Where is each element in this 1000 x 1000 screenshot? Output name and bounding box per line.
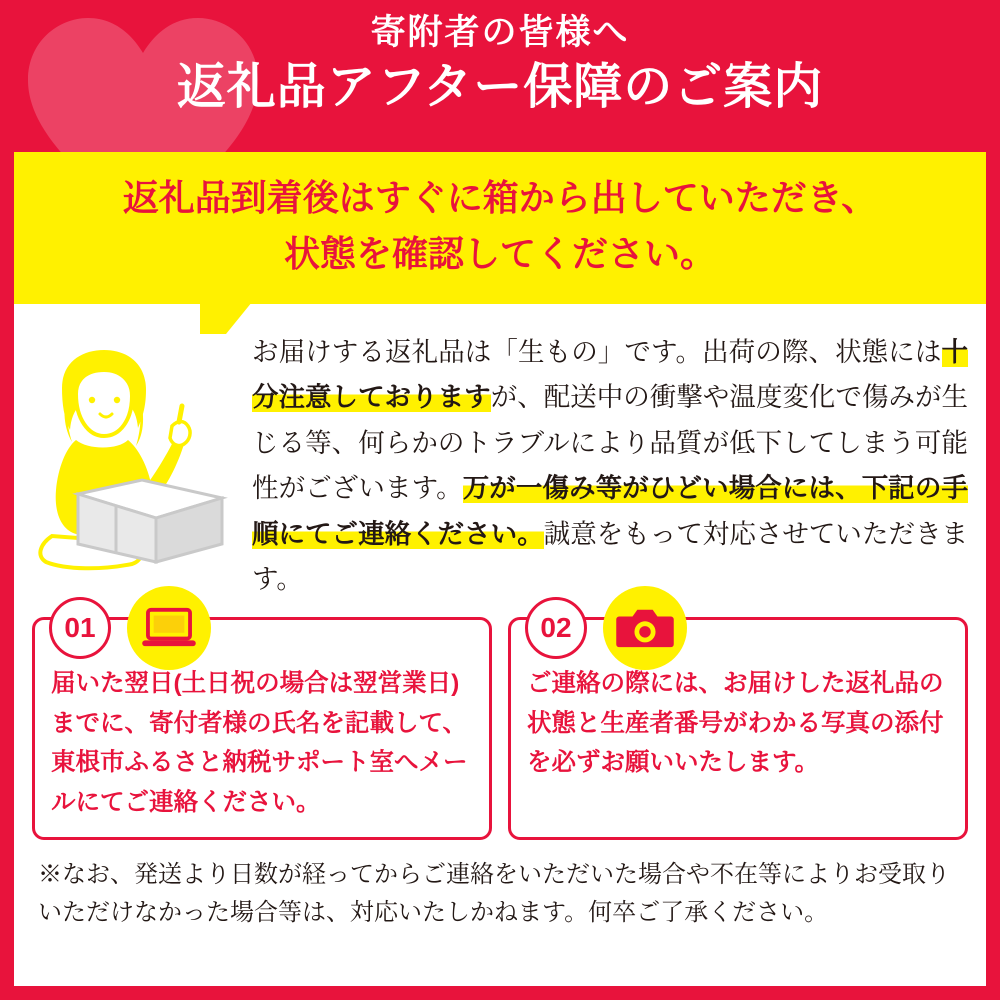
step-card-02 <box>508 612 968 840</box>
body-seg-4-highlight: 万が一傷み等がひどい場合には、下記の手順にてご連絡ください。 <box>252 473 968 549</box>
illustration-area <box>32 330 246 603</box>
header <box>0 0 1000 152</box>
step-02-text: ご連絡の際には、お届けした返礼品の状態と生産者番号がわかる写真の添付を必ずお願いいたします。 <box>527 670 944 777</box>
step-card-01 <box>32 612 492 840</box>
callout-banner <box>14 152 986 304</box>
footnote: ※なお、発送より日数が経ってからご連絡をいただいた場合や不在等によりお受取りいただけなかった場合等は、対応いたしかねます。何卒ご了承ください。 <box>38 860 950 927</box>
body-seg-2-highlight: 十分注意しております <box>252 336 968 413</box>
laptop-icon <box>127 586 211 670</box>
body-paragraph-area <box>246 330 968 603</box>
header-title: 返礼品アフター保障のご案内 <box>176 59 824 114</box>
camera-icon <box>603 586 687 670</box>
body-seg-1: お届けする返礼品は「生もの」です。出荷の際、状態には <box>252 336 942 367</box>
step-02-number: 02 <box>525 597 587 659</box>
body-paragraph <box>252 330 968 603</box>
body-section <box>14 304 986 603</box>
person-with-box-illustration <box>32 348 242 598</box>
banner-line-2: 状態を確認してください。 <box>283 232 716 274</box>
banner-line-1: 返礼品到着後はすぐに箱から出していただき、 <box>122 177 878 218</box>
step-01-head <box>49 586 211 670</box>
header-text <box>0 0 1000 118</box>
content-card <box>14 152 986 986</box>
body-seg-5: 誠意をもって対応させていただきます。 <box>252 518 969 595</box>
body-seg-3: が、配送中の衝撃や温度変化で傷みが生じる等、何らかのトラブルにより品質が低下してしまう可能性がございます。 <box>252 382 969 504</box>
step-02-head <box>525 586 687 670</box>
header-subtitle: 寄附者の皆様へ <box>370 13 630 52</box>
steps-section <box>14 603 986 840</box>
step-01-number: 01 <box>49 597 111 659</box>
speech-bubble-tail <box>200 302 252 334</box>
step-01-text: 届いた翌日(土日祝の場合は翌営業日)までに、寄付者様の氏名を記載して、東根市ふるさと納税サポート室へメールにてご連絡ください。 <box>51 670 468 817</box>
